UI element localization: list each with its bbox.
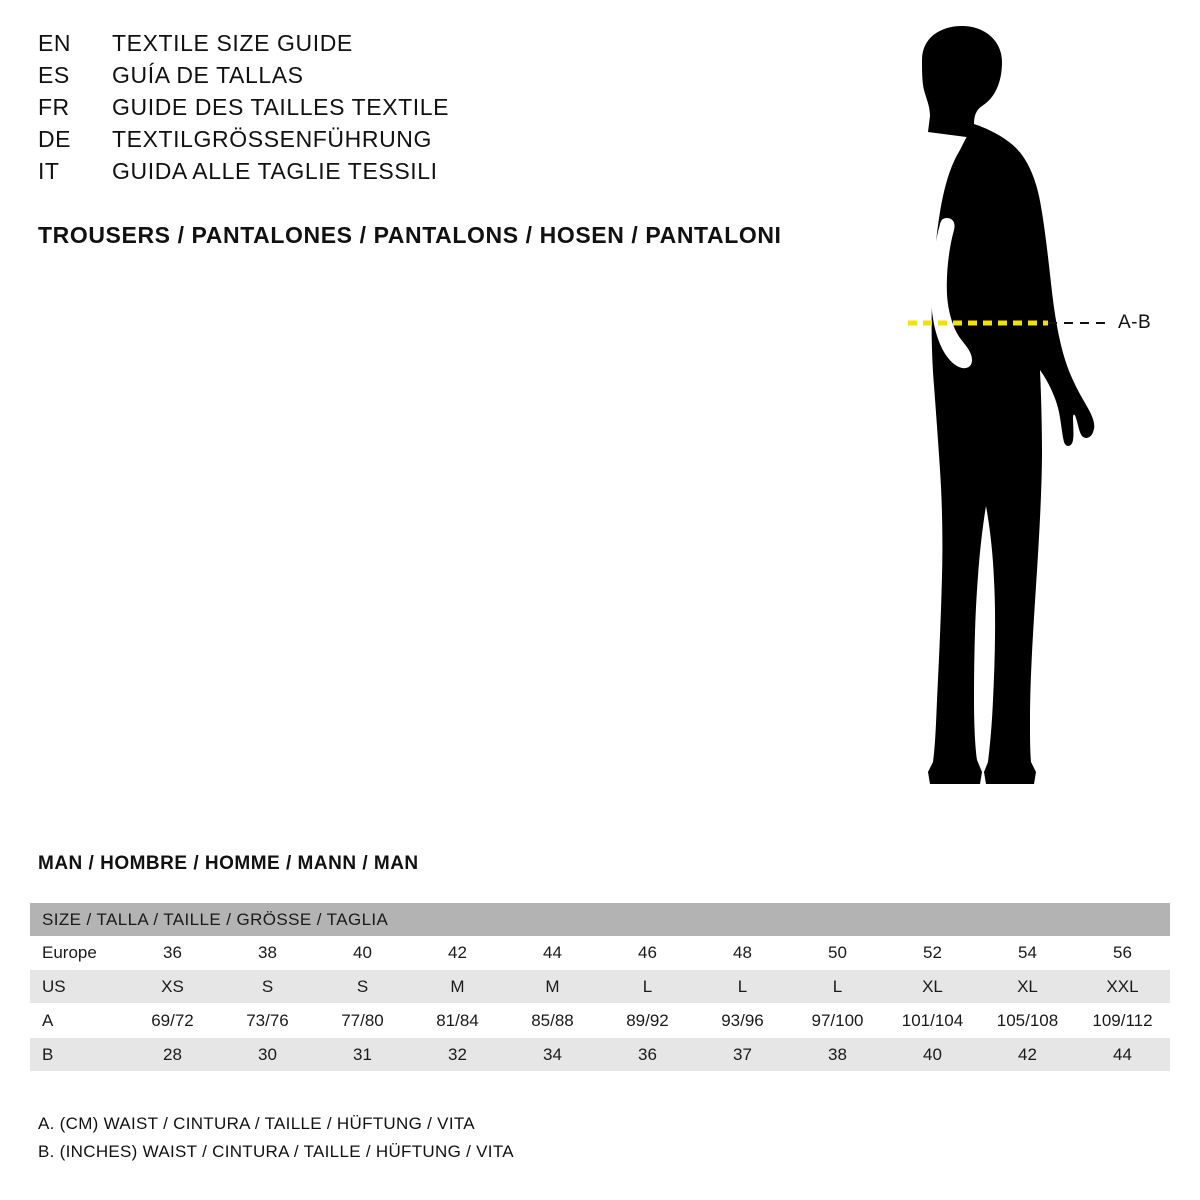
table-cell: 36 (125, 936, 220, 970)
language-title: GUIDA ALLE TAGLIE TESSILI (112, 158, 438, 184)
table-cell: 52 (885, 936, 980, 970)
table-cell: 73/76 (220, 1004, 315, 1038)
table-cell: 37 (695, 1038, 790, 1072)
silhouette-body-shape (922, 26, 1094, 784)
garment-type-heading: TROUSERS / PANTALONES / PANTALONS / HOSEN / PANTALONI (38, 222, 782, 248)
table-cell: XS (125, 970, 220, 1004)
table-cell: 77/80 (315, 1004, 410, 1038)
row-label: US (30, 970, 125, 1004)
language-code: FR (38, 94, 70, 120)
table-cell: S (315, 970, 410, 1004)
table-cell: M (410, 970, 505, 1004)
language-title-list (38, 30, 798, 190)
footnote-a: A. (CM) WAIST / CINTURA / TAILLE / HÜFTUNG / VITA (38, 1114, 475, 1133)
measurement-footnotes (38, 1110, 514, 1166)
table-cell: 101/104 (885, 1004, 980, 1038)
language-row-en (38, 30, 798, 62)
table-cell: 81/84 (410, 1004, 505, 1038)
table-cell: 56 (1075, 936, 1170, 970)
language-title: GUÍA DE TALLAS (112, 62, 304, 88)
table-cell: M (505, 970, 600, 1004)
language-row-fr (38, 94, 798, 126)
table-header-label: SIZE / TALLA / TAILLE / GRÖSSE / TAGLIA (30, 903, 1170, 936)
table-cell: XL (980, 970, 1075, 1004)
language-code: ES (38, 62, 70, 88)
table-cell: 40 (315, 936, 410, 970)
table-cell: XXL (1075, 970, 1170, 1004)
table-cell: 44 (1075, 1038, 1170, 1072)
language-row-it (38, 158, 798, 190)
table-cell: L (790, 970, 885, 1004)
table-cell: 38 (790, 1038, 885, 1072)
measurement-callout-label: A-B (1118, 312, 1152, 333)
table-cell: XL (885, 970, 980, 1004)
language-title: TEXTILE SIZE GUIDE (112, 30, 353, 56)
table-cell: 105/108 (980, 1004, 1075, 1038)
gender-group-title: MAN / HOMBRE / HOMME / MANN / MAN (38, 853, 419, 874)
table-cell: 40 (885, 1038, 980, 1072)
language-code: IT (38, 158, 60, 184)
table-cell: 50 (790, 936, 885, 970)
footnote-b: B. (INCHES) WAIST / CINTURA / TAILLE / HÜFTUNG / VITA (38, 1142, 514, 1161)
table-cell: L (600, 970, 695, 1004)
table-cell: 109/112 (1075, 1004, 1170, 1038)
table-cell: 69/72 (125, 1004, 220, 1038)
table-cell: S (220, 970, 315, 1004)
language-row-de (38, 126, 798, 158)
table-cell: 48 (695, 936, 790, 970)
table-header-row (30, 903, 1170, 936)
language-code: EN (38, 30, 71, 56)
table-cell: 44 (505, 936, 600, 970)
table-cell: 32 (410, 1038, 505, 1072)
language-title: TEXTILGRÖSSENFÜHRUNG (112, 126, 432, 152)
table-cell: 34 (505, 1038, 600, 1072)
table-cell: 97/100 (790, 1004, 885, 1038)
table-cell: 89/92 (600, 1004, 695, 1038)
table-cell: 85/88 (505, 1004, 600, 1038)
table-row (30, 936, 1170, 970)
table-cell: 28 (125, 1038, 220, 1072)
size-table (30, 903, 1170, 1071)
table-cell: 42 (980, 1038, 1075, 1072)
table-cell: 31 (315, 1038, 410, 1072)
row-label: Europe (30, 936, 125, 970)
table-cell: 30 (220, 1038, 315, 1072)
table-row (30, 970, 1170, 1004)
table-row (30, 1038, 1170, 1072)
male-silhouette-figure (790, 20, 1190, 810)
table-cell: 93/96 (695, 1004, 790, 1038)
row-label: A (30, 1004, 125, 1038)
language-code: DE (38, 126, 71, 152)
table-cell: 46 (600, 936, 695, 970)
table-cell: 38 (220, 936, 315, 970)
row-label: B (30, 1038, 125, 1072)
table-cell: 54 (980, 936, 1075, 970)
table-cell: 42 (410, 936, 505, 970)
size-table-container (30, 903, 1170, 1071)
table-row (30, 1004, 1170, 1038)
table-cell: 36 (600, 1038, 695, 1072)
language-row-es (38, 62, 798, 94)
table-cell: L (695, 970, 790, 1004)
language-title: GUIDE DES TAILLES TEXTILE (112, 94, 450, 120)
